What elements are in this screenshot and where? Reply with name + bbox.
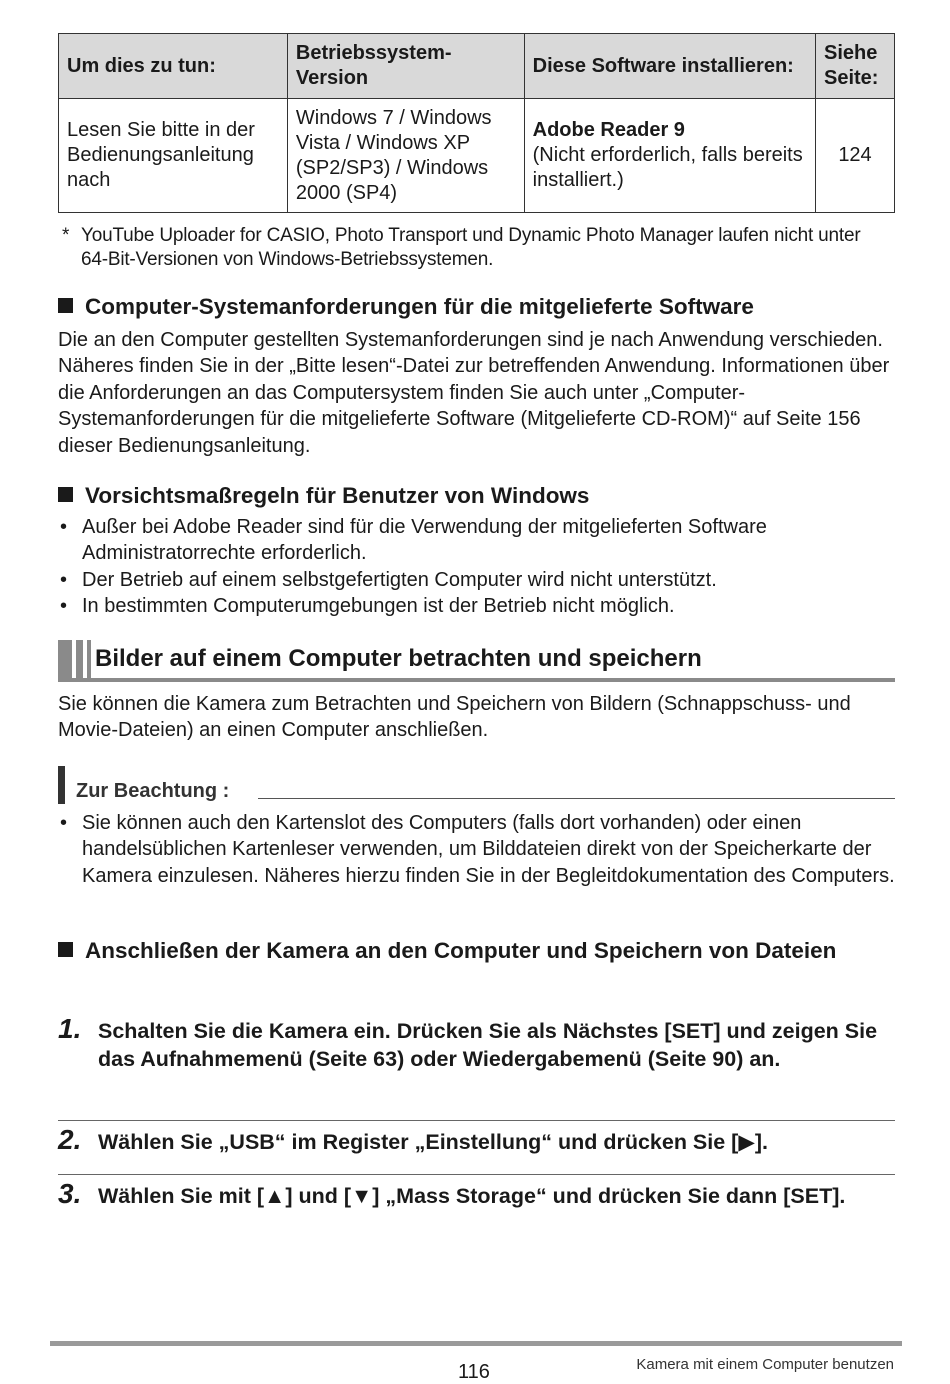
- step-number: 2.: [58, 1124, 82, 1155]
- header-os: Betriebssystem- Version: [287, 34, 524, 99]
- note-label: Zur Beachtung :: [76, 780, 230, 802]
- note-rule: [258, 798, 895, 799]
- note-list: [58, 810, 898, 889]
- precautions-list: [58, 514, 898, 620]
- bullet-icon: •: [60, 568, 68, 591]
- square-bullet-icon: [58, 942, 73, 957]
- list-item-text: Der Betrieb auf einem selbstgefertigten Computer wird nicht unterstützt.: [82, 568, 717, 591]
- footnote-mark: *: [62, 225, 70, 246]
- table-row: [59, 99, 895, 213]
- note-text: Sie können auch den Kartenslot des Computers (falls dort vorhanden) oder einen handelsüblichen Kartenleser verwenden, um Bilddateien direkt von der Speicherkarte der Kamera einzulesen. Näheres hierzu finden Sie in der Begleitdokumentation des Computers.: [82, 812, 895, 887]
- square-bullet-icon: [58, 298, 73, 313]
- note-header: [58, 766, 895, 806]
- section-intro: Sie können die Kamera zum Betrachten und Speichern von Bildern (Schnappschuss- und Movie-Dateien) an einen Computer anschließen.: [58, 693, 851, 742]
- square-bullet-icon: [58, 487, 73, 502]
- list-item: [58, 810, 898, 889]
- section-bar-decoration: [76, 640, 83, 680]
- step-number: 1.: [58, 1013, 82, 1044]
- note-bar-decoration: [58, 766, 65, 804]
- footer-rule: [50, 1341, 902, 1346]
- precautions-heading: [58, 481, 589, 511]
- connect-heading: [58, 936, 888, 966]
- footer-chapter: Kamera mit einem Computer benutzen: [636, 1356, 894, 1373]
- precautions-heading-text: Vorsichtsmaßregeln für Benutzer von Windows: [85, 483, 590, 508]
- list-item-text: In bestimmten Computerumgebungen ist der Betrieb nicht möglich.: [82, 595, 675, 618]
- header-task: Um dies zu tun:: [59, 34, 288, 99]
- step-number: 3.: [58, 1178, 82, 1209]
- requirements-table: [58, 33, 895, 213]
- bullet-icon: •: [60, 812, 68, 834]
- cell-page: 124: [816, 99, 895, 213]
- software-name: Adobe Reader 9: [532, 119, 685, 141]
- step-divider: [58, 1174, 895, 1175]
- footnote-text: YouTube Uploader for CASIO, Photo Transport und Dynamic Photo Manager laufen nicht unter 64-Bit-Versionen von Windows-Betriebssystemen.: [81, 225, 861, 270]
- table-header-row: [59, 34, 895, 99]
- header-page: Siehe Seite:: [816, 34, 895, 99]
- step-2: [58, 1124, 895, 1156]
- step-3: [58, 1178, 895, 1210]
- connect-heading-text: Anschließen der Kamera an den Computer und Speichern von Dateien: [85, 938, 837, 963]
- bullet-icon: •: [60, 595, 68, 618]
- list-item: [58, 593, 898, 619]
- step-text: Schalten Sie die Kamera ein. Drücken Sie als Nächstes [SET] und zeigen Sie das Aufnahmemenü (Seite 63) oder Wiedergabemenü (Seite 90) an.: [98, 1019, 878, 1071]
- software-note: (Nicht erforderlich, falls bereits installiert.): [532, 144, 803, 191]
- cell-task: Lesen Sie bitte in der Bedienungsanleitung nach: [59, 99, 288, 213]
- list-item: [58, 514, 898, 567]
- page-number: 116: [458, 1361, 490, 1383]
- section-title: Bilder auf einem Computer betrachten und speichern: [95, 645, 702, 672]
- section-bar-decoration: [58, 640, 72, 680]
- list-item-text: Außer bei Adobe Reader sind für die Verwendung der mitgelieferten Software Administratorrechte erforderlich.: [82, 516, 767, 565]
- footnote: [62, 224, 882, 272]
- step-text: Wählen Sie „USB“ im Register „Einstellung“ und drücken Sie [▶].: [98, 1130, 768, 1154]
- requirements-body: Die an den Computer gestellten Systemanforderungen sind je nach Anwendung verschieden. Näheres finden Sie in der „Bitte lesen“-Datei zur betreffenden Anwendung. Informationen über die Anforderungen an das Computersystem finden Sie auch unter „Computer-Systemanforderungen für die mitgelieferte Software (Mitgelieferte CD-ROM)“ auf Seite 156 dieser Bedienungsanleitung.: [58, 329, 890, 457]
- step-text: Wählen Sie mit [▲] und [▼] „Mass Storage“ und drücken Sie dann [SET].: [98, 1184, 846, 1208]
- list-item: [58, 567, 898, 593]
- step-divider: [58, 1120, 895, 1121]
- cell-os: Windows 7 / Windows Vista / Windows XP (SP2/SP3) / Windows 2000 (SP4): [287, 99, 524, 213]
- section-bar-decoration: [87, 640, 91, 680]
- bullet-icon: •: [60, 516, 68, 538]
- step-1: [58, 1013, 895, 1073]
- cell-software: [524, 99, 815, 213]
- requirements-heading: [58, 292, 754, 322]
- header-software: Diese Software installieren:: [524, 34, 815, 99]
- section-header: [58, 640, 895, 684]
- section-rule: [58, 678, 895, 682]
- requirements-heading-text: Computer-Systemanforderungen für die mitgelieferte Software: [85, 294, 754, 319]
